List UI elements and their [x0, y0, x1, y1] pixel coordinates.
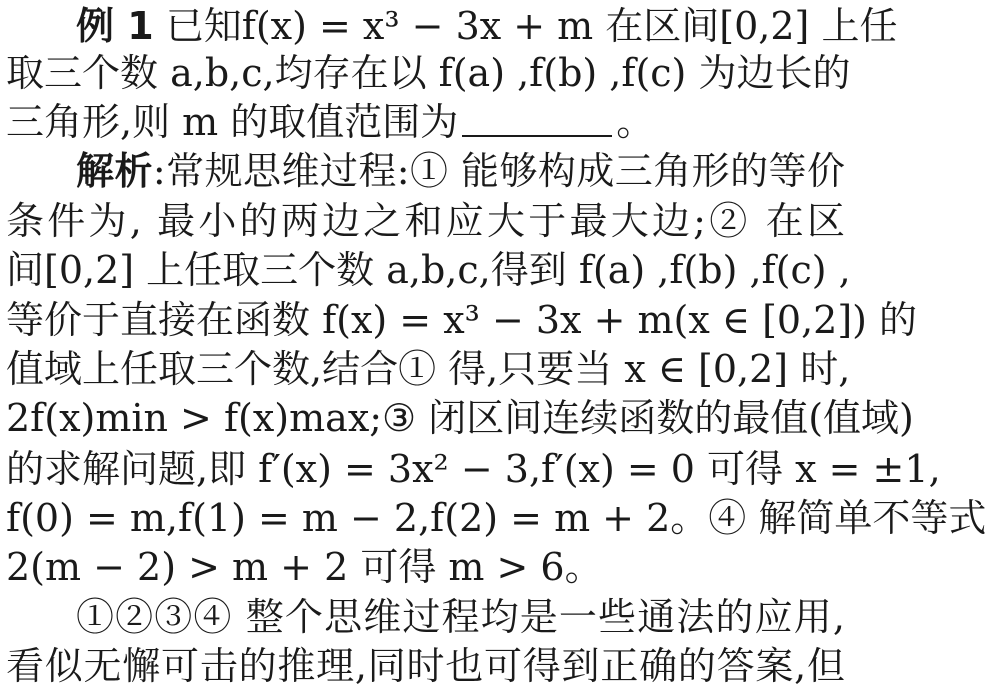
analysis-line-4: 等价于直接在函数 f(x) = x³ − 3x + m(x ∈ [0,2]) 的: [6, 298, 918, 342]
example-line-2: 取三个数 a,b,c,均存在以 f(a) ,f(b) ,f(c) 为边长的: [6, 51, 851, 95]
analysis-label: 解析: [76, 149, 153, 193]
answer-blank: [462, 99, 612, 137]
analysis-line-7: 的求解问题,即 f′(x) = 3x² − 3,f′(x) = 0 可得 x = ±1,: [6, 447, 941, 491]
analysis-line-8: f(0) = m,f(1) = m − 2,f(2) = m + 2。④ 解简单不等式: [6, 496, 986, 540]
example-line-3-end: 。: [616, 100, 655, 144]
analysis-line-3: 间[0,2] 上任取三个数 a,b,c,得到 f(a) ,f(b) ,f(c) ,: [6, 248, 851, 292]
analysis-text-1: :常规思维过程:① 能够构成三角形的等价: [152, 149, 845, 193]
analysis-line-2: 条件为, 最小的两边之和应大于最大边;② 在区: [6, 199, 845, 243]
example-line-3: [6, 96, 845, 149]
analysis-line-6: 2f(x)min > f(x)max;③ 闭区间连续函数的最值(值域): [6, 396, 914, 440]
conclusion-line-2: 看似无懈可击的推理,同时也可得到正确的答案,但: [6, 644, 845, 688]
analysis-line-9: 2(m − 2) > m + 2 可得 m > 6。: [6, 545, 603, 589]
analysis-line-5: 值域上任取三个数,结合① 得,只要当 x ∈ [0,2] 时,: [6, 347, 851, 391]
example-text-1: 已知f(x) = x³ − 3x + m 在区间[0,2] 上任: [165, 4, 898, 48]
example-label: 例 1: [76, 4, 154, 48]
conclusion-line-1: ①②③④ 整个思维过程均是一些通法的应用,: [76, 595, 845, 639]
example-text-3: 三角形,则 m 的取值范围为: [6, 100, 459, 144]
example-line-1: [76, 0, 898, 53]
analysis-line-1: [76, 145, 845, 198]
